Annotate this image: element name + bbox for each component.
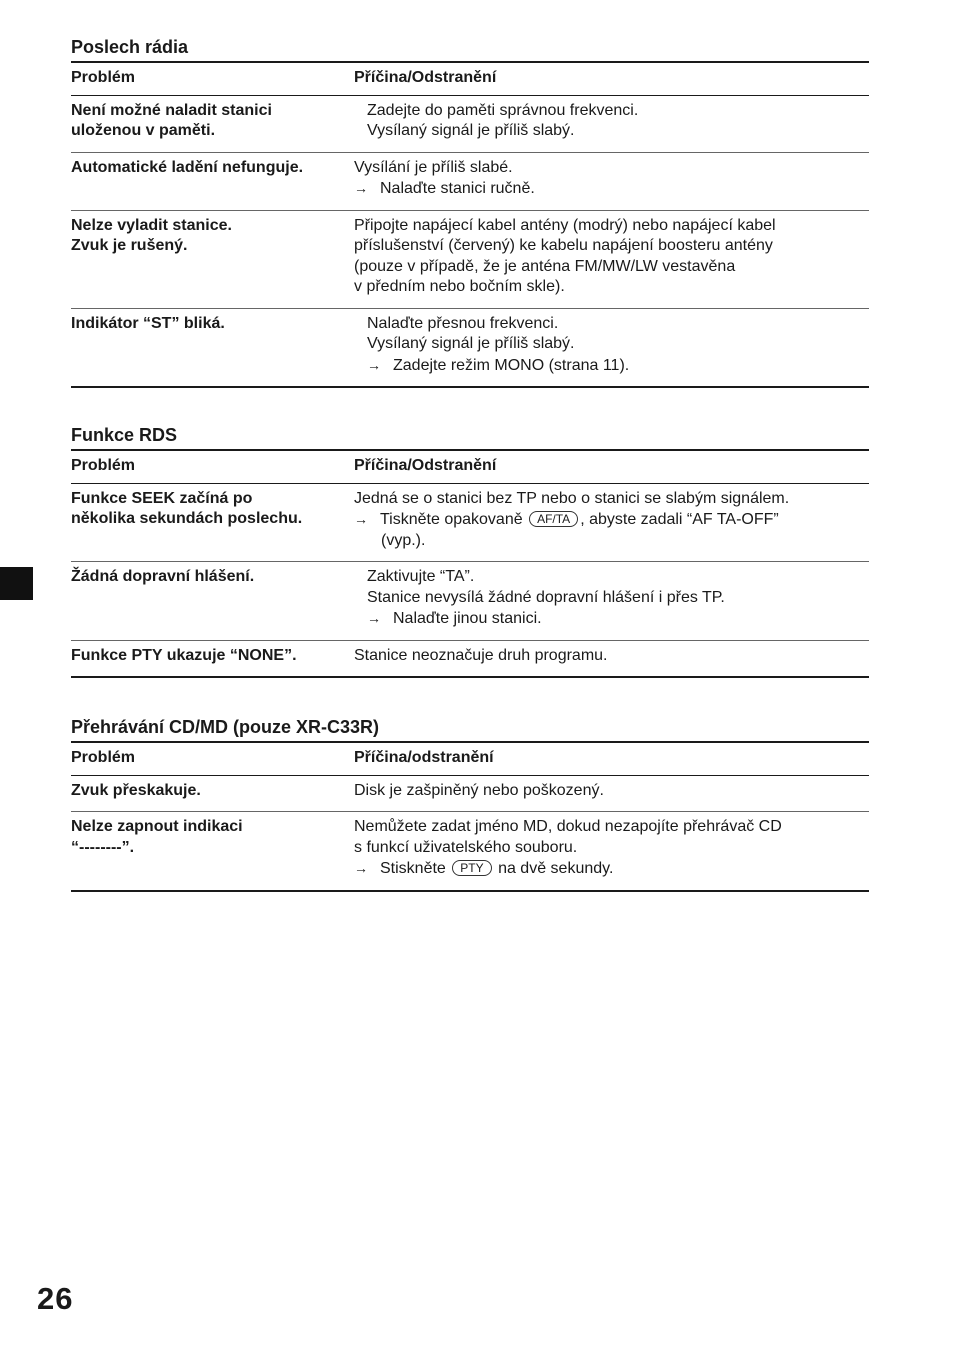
section-cd-md: [71, 716, 869, 892]
table-row: [71, 562, 869, 641]
table-row: [71, 308, 869, 387]
page-number: 26: [37, 1281, 74, 1316]
fix-cell: [354, 775, 869, 812]
fix-line-with-arrow: [354, 608, 869, 630]
table-row: [71, 210, 869, 308]
fix-line-with-arrow: [354, 509, 869, 531]
table-header-row: [71, 62, 869, 95]
fix-line: Zaktivujte “TA”.: [367, 568, 475, 585]
section-rds: [71, 424, 869, 678]
problem-cell: [71, 210, 354, 308]
fix-line: v předním nebo bočním skle).: [354, 278, 565, 295]
column-header-problem: Problém: [71, 457, 136, 474]
column-header-fix: Příčina/odstranění: [354, 749, 494, 766]
table-row: [71, 152, 869, 210]
fix-cell: [354, 210, 869, 308]
arrow-right-icon: →: [367, 356, 381, 373]
fix-text: Tiskněte opakovaně: [380, 511, 523, 528]
fix-line: Stanice nevysílá žádné dopravní hlášení i přes TP.: [367, 588, 725, 606]
fix-line: Jedná se o stanici bez TP nebo o stanici se slabým signálem.: [354, 489, 790, 507]
arrow-right-icon: →: [367, 610, 381, 626]
problem-line: Žádná dopravní hlášení.: [71, 568, 255, 585]
problem-line: uloženou v paměti.: [71, 122, 216, 139]
problem-cell: [71, 775, 354, 812]
arrow-right-icon: →: [354, 860, 368, 876]
troubleshooting-table: [71, 61, 869, 388]
fix-line: (vyp.).: [381, 531, 426, 549]
af-ta-key-icon: AF/TA: [529, 511, 578, 527]
fix-text: Nalaďte stanici ručně.: [380, 180, 535, 197]
table-row: [71, 483, 869, 562]
fix-line: (pouze v případě, že je anténa FM/MW/LW vestavěna: [354, 257, 736, 275]
fix-line: příslušenství (červený) ke kabelu napájení boosteru antény: [354, 237, 773, 254]
section-title: Poslech rádia: [71, 37, 189, 57]
fix-text: , abyste zadali “AF TA-OFF”: [580, 511, 779, 528]
fix-line: Připojte napájecí kabel antény (modrý) nebo napájecí kabel: [354, 216, 776, 234]
pty-key-icon: PTY: [452, 860, 491, 876]
section-title: Funkce RDS: [71, 425, 178, 445]
column-header-fix: Příčina/Odstranění: [354, 69, 497, 86]
fix-cell: [354, 308, 869, 387]
fix-line: Vysílaný signál je příliš slabý.: [367, 335, 575, 352]
troubleshooting-content: [71, 36, 869, 928]
table-row: [71, 775, 869, 812]
fix-cell: [354, 562, 869, 641]
arrow-right-icon: →: [354, 511, 368, 527]
fix-text: Zadejte režim MONO (strana 11).: [393, 356, 630, 374]
fix-line: Vysílání je příliš slabé.: [354, 158, 513, 176]
problem-line: Funkce SEEK začíná po: [71, 489, 253, 507]
table-row: [71, 640, 869, 677]
fix-line: Nalaďte přesnou frekvenci.: [367, 314, 559, 332]
fix-line: Nemůžete zadat jméno MD, dokud nezapojíte přehrávač CD: [354, 818, 782, 835]
problem-cell: [71, 308, 354, 387]
fix-line-with-arrow: [354, 178, 869, 200]
page-tab-marker: [0, 567, 33, 600]
section-radio: [71, 36, 869, 388]
fix-cell: [354, 152, 869, 210]
problem-line: Funkce PTY ukazuje “NONE”.: [71, 646, 297, 664]
fix-line: Disk je zašpiněný nebo poškozený.: [354, 781, 604, 799]
problem-line: Nelze zapnout indikaci: [71, 818, 243, 835]
problem-cell: [71, 640, 354, 677]
fix-cell: [354, 483, 869, 562]
problem-line: Zvuk je rušený.: [71, 237, 188, 254]
arrow-right-icon: →: [354, 180, 368, 196]
problem-cell: [71, 95, 354, 152]
column-header-problem: Problém: [71, 69, 136, 86]
problem-cell: [71, 483, 354, 562]
fix-text: na dvě sekundy.: [498, 860, 614, 877]
troubleshooting-table: [71, 449, 869, 678]
column-header-problem: Problém: [71, 749, 136, 766]
problem-line: několika sekundách poslechu.: [71, 510, 303, 527]
problem-cell: [71, 812, 354, 891]
fix-text: Stiskněte: [380, 860, 446, 877]
fix-line: Vysílaný signál je příliš slabý.: [367, 122, 575, 139]
problem-line: Automatické ladění nefunguje.: [71, 158, 304, 176]
fix-line: Zadejte do paměti správnou frekvenci.: [367, 101, 639, 119]
table-header-row: [71, 742, 869, 775]
table-row: [71, 812, 869, 891]
problem-cell: [71, 152, 354, 210]
fix-cell: [354, 95, 869, 152]
table-row: [71, 95, 869, 152]
fix-line-with-arrow: [354, 858, 869, 880]
problem-line: Zvuk přeskakuje.: [71, 781, 201, 799]
fix-line: Stanice neoznačuje druh programu.: [354, 646, 608, 664]
fix-line: s funkcí uživatelského souboru.: [354, 838, 578, 856]
table-header-row: [71, 450, 869, 483]
problem-line: Není možné naladit stanici: [71, 101, 272, 119]
section-title: Přehrávání CD/MD (pouze XR-C33R): [71, 717, 380, 737]
problem-line: Nelze vyladit stanice.: [71, 216, 232, 234]
problem-line: Indikátor “ST” bliká.: [71, 314, 225, 332]
problem-cell: [71, 562, 354, 641]
problem-line: “--------”.: [71, 838, 135, 856]
fix-line-with-arrow: [354, 355, 869, 377]
fix-text: Nalaďte jinou stanici.: [393, 610, 542, 627]
column-header-fix: Příčina/Odstranění: [354, 457, 497, 474]
troubleshooting-table: [71, 741, 869, 892]
fix-cell: [354, 640, 869, 677]
fix-cell: [354, 812, 869, 891]
